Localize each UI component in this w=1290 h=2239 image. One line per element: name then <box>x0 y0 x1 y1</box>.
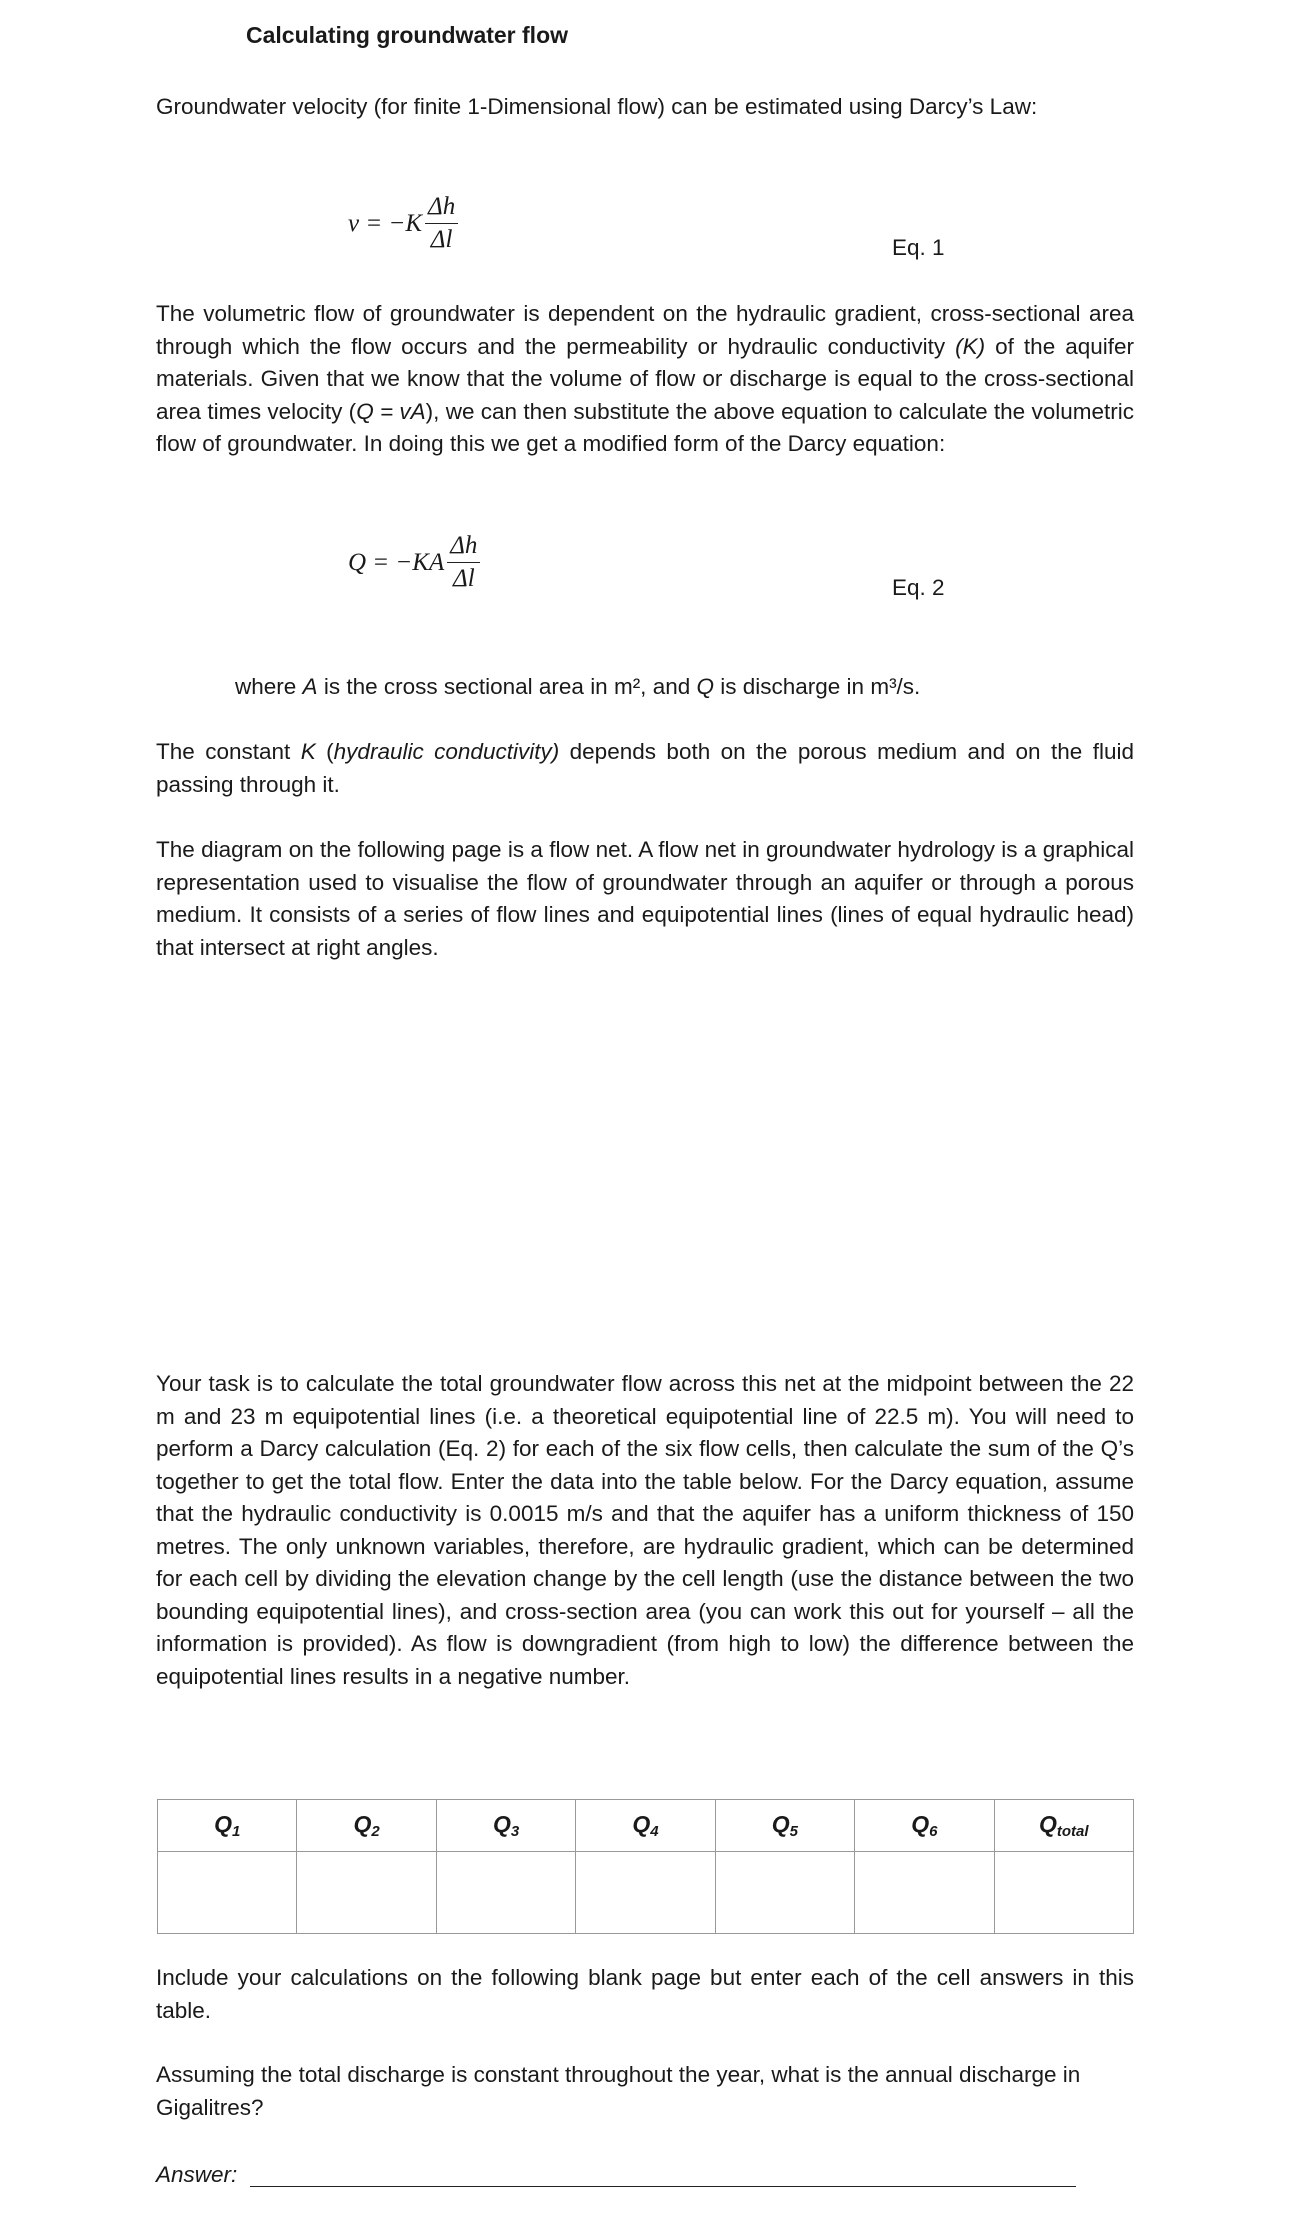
header-sub: 1 <box>231 1823 241 1840</box>
answer-label: Answer: <box>156 2162 238 2187</box>
para3-text-2: ( <box>315 739 334 764</box>
eq2-fraction <box>447 532 480 593</box>
answer-cell-q5[interactable] <box>715 1852 854 1934</box>
eq1-lhs: v = −K <box>348 209 423 237</box>
page-title: Calculating groundwater flow <box>246 22 569 48</box>
header-base: Q <box>911 1811 930 1837</box>
volumetric-flow-paragraph <box>156 298 1134 461</box>
header-base: Q <box>1038 1811 1057 1837</box>
answer-cell-q1[interactable] <box>158 1852 297 1934</box>
where-text-1: where <box>235 674 303 699</box>
answer-cell-q4[interactable] <box>576 1852 715 1934</box>
eq1-numerator: Δh <box>425 193 458 224</box>
header-sub: 5 <box>789 1823 799 1840</box>
eq1-label: Eq. 1 <box>892 235 945 260</box>
header-sub: 6 <box>929 1823 938 1840</box>
where-text-2: is the cross sectional area in m², and <box>317 674 697 699</box>
table-header-row <box>158 1800 1134 1852</box>
annual-discharge-question: Assuming the total discharge is constant throughout the year, what is the annual discharge in Gigalitres? <box>156 2062 1081 2120</box>
where-a: A <box>302 674 318 699</box>
para3-text-3: depends both on the porous medium and on the fluid passing through it. <box>156 739 1134 797</box>
table-header-q6 <box>855 1800 994 1852</box>
intro-text: Groundwater velocity (for finite 1-Dimensional flow) can be estimated using Darcy’s Law: <box>156 94 1038 119</box>
table-header-q1 <box>158 1800 297 1852</box>
table-header-q5 <box>715 1800 854 1852</box>
eq2-label: Eq. 2 <box>892 575 945 600</box>
eq2-lhs: Q = −KA <box>348 548 445 576</box>
answer-cell-q3[interactable] <box>436 1852 575 1934</box>
eq1-denominator: Δl <box>430 226 453 253</box>
include-calculations-text: Include your calculations on the following blank page but enter each of the cell answers in this table. <box>156 1965 1134 2023</box>
discharge-table <box>157 1799 1134 1934</box>
para2-k: (K) <box>955 333 986 359</box>
para2-text-2: of the aquifer materials. Given that we know that the volume of flow or discharge is equal to the cross-sectional area times velocity ( <box>156 333 1135 424</box>
table-header-qtotal <box>994 1800 1133 1852</box>
header-sub: 4 <box>650 1823 659 1840</box>
answer-line[interactable] <box>250 2186 1076 2187</box>
table-header-q3 <box>436 1800 575 1852</box>
eq2-numerator: Δh <box>447 532 480 563</box>
para2-qva: Q = vA <box>356 398 426 424</box>
header-base: Q <box>214 1811 232 1837</box>
answer-cell-q2[interactable] <box>297 1852 436 1934</box>
equation-2 <box>348 532 480 593</box>
table-answer-row <box>158 1852 1134 1934</box>
header-base: Q <box>632 1811 651 1837</box>
header-sub: total <box>1056 1823 1089 1840</box>
table-header-q4 <box>576 1800 715 1852</box>
header-base: Q <box>771 1811 790 1837</box>
para3-k: K <box>300 739 316 764</box>
header-sub: 2 <box>371 1823 380 1840</box>
para3-text-1: The constant <box>156 739 301 764</box>
eq2-denominator: Δl <box>453 565 475 592</box>
eq1-fraction <box>425 193 458 254</box>
where-text-3: is discharge in m³/s. <box>714 674 921 699</box>
where-q: Q <box>696 674 714 699</box>
task-paragraph: Your task is to calculate the total groundwater flow across this net at the midpoint between the 22 m and 23 m equipotential lines (i.e. a theoretical equipotential line of 22.5 m). You will need to perform a Darcy calculation (Eq. 2) for each of the six flow cells, then calculate the sum of the Q’s together to get the total flow. Enter the data into the table below. For the Darcy equation, assume that the hydraulic conductivity is 0.0015 m/s and that the aquifer has a uniform thickness of 150 metres. The only unknown variables, therefore, are hydraulic gradient, which can be determined for each cell by dividing the elevation change by the cell length (use the distance between the two bounding equipotential lines), and cross-section area (you can work this out for yourself – all the information is provided). As flow is downgradient (from high to low) the difference between the equipotential lines results in a negative number. <box>156 1371 1134 1689</box>
flow-net-paragraph: The diagram on the following page is a flow net. A flow net in groundwater hydrology is a graphical representation used to visualise the flow of groundwater through an aquifer or through a porous medium. It consists of a series of flow lines and equipotential lines (lines of equal hydraulic head) that intersect at right angles. <box>156 837 1134 960</box>
table-header-q2 <box>297 1800 436 1852</box>
answer-cell-qtotal[interactable] <box>994 1852 1133 1934</box>
header-sub: 3 <box>510 1823 520 1840</box>
where-definition <box>235 671 1135 704</box>
hydraulic-conductivity-paragraph <box>156 736 1134 801</box>
para3-hc: hydraulic conductivity) <box>333 739 560 764</box>
header-base: Q <box>353 1811 372 1837</box>
para2-text-3: ), we can then substitute the above equation to calculate the volumetric flow of groundwater. In doing this we get a modified form of the Darcy equation: <box>156 398 1135 456</box>
equation-1 <box>348 193 458 254</box>
header-base: Q <box>492 1811 511 1837</box>
answer-cell-q6[interactable] <box>855 1852 994 1934</box>
para2-text-1: The volumetric flow of groundwater is dependent on the hydraulic gradient, cross-sectional area through which the flow occurs and the permeability or hydraulic conductivity <box>156 301 1134 359</box>
